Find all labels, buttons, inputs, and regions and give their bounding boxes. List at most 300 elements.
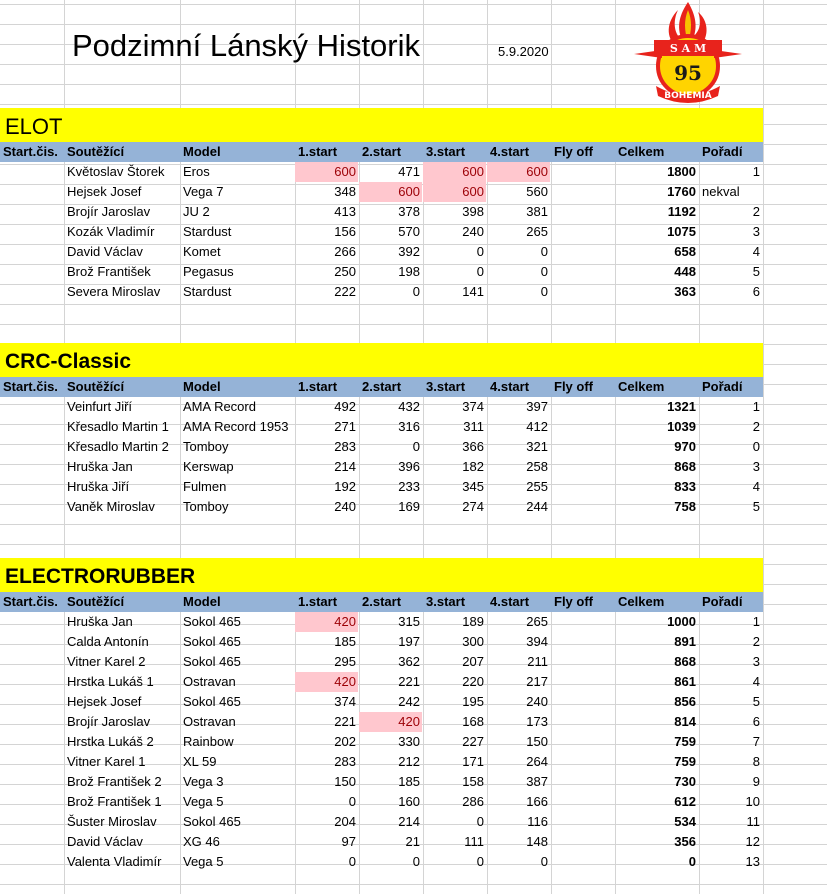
start-number-cell bbox=[3, 242, 63, 262]
place-cell: 5 bbox=[752, 694, 760, 709]
fly-off-cell bbox=[554, 692, 612, 712]
start-4-cell: 240 bbox=[526, 694, 548, 709]
start-1-cell: 150 bbox=[334, 774, 356, 789]
section-banner bbox=[0, 108, 763, 142]
start-4-cell: 387 bbox=[526, 774, 548, 789]
start-4-cell: 321 bbox=[526, 439, 548, 454]
total-cell: 970 bbox=[674, 439, 696, 454]
table-row bbox=[0, 612, 763, 632]
start-number-cell bbox=[3, 477, 63, 497]
start-1-cell: 202 bbox=[334, 734, 356, 749]
competitor-cell: Křesadlo Martin 2 bbox=[67, 439, 169, 454]
column-header: 1.start bbox=[298, 144, 338, 159]
start-1-cell: 271 bbox=[334, 419, 356, 434]
total-cell: 759 bbox=[674, 734, 696, 749]
section-banner bbox=[0, 343, 763, 377]
start-4-cell: 166 bbox=[526, 794, 548, 809]
start-2-cell: 160 bbox=[398, 794, 420, 809]
start-4-cell: 244 bbox=[526, 499, 548, 514]
start-4-cell: 394 bbox=[526, 634, 548, 649]
start-4-cell: 265 bbox=[526, 614, 548, 629]
place-cell: 3 bbox=[752, 459, 760, 474]
competitor-cell: Hejsek Josef bbox=[67, 694, 142, 709]
start-4-cell: 255 bbox=[526, 479, 548, 494]
start-2-cell: 221 bbox=[398, 674, 420, 689]
start-number-cell bbox=[3, 457, 63, 477]
start-1-cell: 492 bbox=[334, 399, 356, 414]
total-cell: 1760 bbox=[667, 184, 696, 199]
model-cell: Sokol 465 bbox=[183, 694, 241, 709]
total-cell: 1192 bbox=[667, 204, 696, 219]
start-number-cell bbox=[3, 182, 63, 202]
results-section bbox=[0, 558, 763, 872]
place-cell: 8 bbox=[752, 754, 760, 769]
model-cell: Vega 5 bbox=[183, 854, 224, 869]
section-title: CRC-Classic bbox=[5, 350, 132, 373]
start-3-cell: 274 bbox=[462, 499, 484, 514]
start-1-cell: 413 bbox=[334, 204, 356, 219]
start-1-cell: 222 bbox=[334, 284, 356, 299]
table-row bbox=[0, 792, 763, 812]
fly-off-cell bbox=[554, 672, 612, 692]
start-1-cell: 420 bbox=[295, 612, 358, 632]
model-cell: Sokol 465 bbox=[183, 614, 241, 629]
place-cell: 4 bbox=[752, 674, 760, 689]
competitor-cell: Hruška Jan bbox=[67, 614, 133, 629]
fly-off-cell bbox=[554, 772, 612, 792]
model-cell: Vega 5 bbox=[183, 794, 224, 809]
column-header: Fly off bbox=[554, 144, 593, 159]
table-row bbox=[0, 397, 763, 417]
start-number-cell bbox=[3, 497, 63, 517]
competitor-cell: Brož František 1 bbox=[67, 794, 162, 809]
competitor-cell: Severa Miroslav bbox=[67, 284, 161, 299]
table-row bbox=[0, 772, 763, 792]
table-row bbox=[0, 222, 763, 242]
start-1-cell: 600 bbox=[295, 162, 358, 182]
total-cell: 448 bbox=[674, 264, 696, 279]
start-2-cell: 198 bbox=[398, 264, 420, 279]
fly-off-cell bbox=[554, 477, 612, 497]
start-1-cell: 374 bbox=[334, 694, 356, 709]
competitor-cell: Brojír Jaroslav bbox=[67, 714, 151, 729]
column-header: Model bbox=[183, 379, 221, 394]
table-row bbox=[0, 752, 763, 772]
model-cell: Eros bbox=[183, 164, 210, 179]
model-cell: Vega 7 bbox=[183, 184, 224, 199]
start-1-cell: 204 bbox=[334, 814, 356, 829]
section-title: ELOT bbox=[5, 114, 63, 139]
model-cell: Fulmen bbox=[183, 479, 227, 494]
fly-off-cell bbox=[554, 652, 612, 672]
model-cell: Vega 3 bbox=[183, 774, 224, 789]
start-2-cell: 378 bbox=[398, 204, 420, 219]
model-cell: XL 59 bbox=[183, 754, 217, 769]
table-row bbox=[0, 692, 763, 712]
start-3-cell: 158 bbox=[462, 774, 484, 789]
place-cell: 6 bbox=[752, 714, 760, 729]
competitor-cell: David Václav bbox=[67, 834, 143, 849]
model-cell: Rainbow bbox=[183, 734, 234, 749]
place-cell: 2 bbox=[752, 419, 760, 434]
start-2-cell: 396 bbox=[398, 459, 420, 474]
place-cell: 11 bbox=[746, 814, 760, 829]
total-cell: 658 bbox=[674, 244, 696, 259]
total-cell: 891 bbox=[674, 634, 696, 649]
results-section bbox=[0, 343, 763, 517]
start-number-cell bbox=[3, 712, 63, 732]
competitor-cell: David Václav bbox=[67, 244, 143, 259]
start-4-cell: 560 bbox=[526, 184, 548, 199]
table-header-row bbox=[0, 592, 763, 612]
start-number-cell bbox=[3, 852, 63, 872]
start-number-cell bbox=[3, 262, 63, 282]
start-2-cell: 471 bbox=[398, 164, 420, 179]
model-cell: AMA Record 1953 bbox=[183, 419, 289, 434]
total-cell: 1321 bbox=[667, 399, 696, 414]
place-cell: 3 bbox=[752, 224, 760, 239]
start-3-cell: 600 bbox=[423, 182, 486, 202]
start-number-cell bbox=[3, 632, 63, 652]
start-1-cell: 240 bbox=[334, 499, 356, 514]
event-date: 5.9.2020 bbox=[498, 44, 549, 59]
table-row bbox=[0, 672, 763, 692]
start-1-cell: 0 bbox=[348, 854, 356, 869]
total-cell: 1075 bbox=[667, 224, 696, 239]
table-row bbox=[0, 182, 763, 202]
competitor-cell: Květoslav Štorek bbox=[67, 164, 165, 179]
total-cell: 534 bbox=[674, 814, 696, 829]
fly-off-cell bbox=[554, 792, 612, 812]
column-header: Pořadí bbox=[702, 379, 743, 394]
column-header: Celkem bbox=[618, 379, 665, 394]
column-header: Start.čis. bbox=[3, 144, 58, 159]
column-header: Model bbox=[183, 144, 221, 159]
table-row bbox=[0, 282, 763, 302]
table-row bbox=[0, 417, 763, 437]
column-header: Soutěžící bbox=[67, 144, 125, 159]
place-cell: 1 bbox=[752, 399, 760, 414]
table-row bbox=[0, 437, 763, 457]
fly-off-cell bbox=[554, 222, 612, 242]
fly-off-cell bbox=[554, 417, 612, 437]
table-row bbox=[0, 262, 763, 282]
table-row bbox=[0, 162, 763, 182]
start-1-cell: 283 bbox=[334, 754, 356, 769]
model-cell: Ostravan bbox=[183, 674, 236, 689]
start-4-cell: 258 bbox=[526, 459, 548, 474]
start-4-cell: 0 bbox=[540, 264, 548, 279]
table-row bbox=[0, 477, 763, 497]
table-row bbox=[0, 242, 763, 262]
start-4-cell: 381 bbox=[526, 204, 548, 219]
start-2-cell: 185 bbox=[398, 774, 420, 789]
start-2-cell: 0 bbox=[412, 854, 420, 869]
competitor-cell: Křesadlo Martin 1 bbox=[67, 419, 169, 434]
start-4-cell: 211 bbox=[527, 654, 548, 669]
start-4-cell: 116 bbox=[527, 814, 548, 829]
start-4-cell: 264 bbox=[526, 754, 548, 769]
start-2-cell: 242 bbox=[398, 694, 420, 709]
table-row bbox=[0, 812, 763, 832]
start-3-cell: 240 bbox=[462, 224, 484, 239]
start-1-cell: 283 bbox=[334, 439, 356, 454]
fly-off-cell bbox=[554, 262, 612, 282]
column-header: 4.start bbox=[490, 594, 530, 609]
start-number-cell bbox=[3, 792, 63, 812]
fly-off-cell bbox=[554, 242, 612, 262]
total-cell: 612 bbox=[674, 794, 696, 809]
start-3-cell: 345 bbox=[462, 479, 484, 494]
grid-column-line bbox=[763, 0, 764, 894]
table-header-row bbox=[0, 377, 763, 397]
start-2-cell: 0 bbox=[412, 284, 420, 299]
column-header: Start.čis. bbox=[3, 379, 58, 394]
start-number-cell bbox=[3, 732, 63, 752]
place-cell: nekval bbox=[702, 184, 740, 199]
start-number-cell bbox=[3, 652, 63, 672]
model-cell: AMA Record bbox=[183, 399, 256, 414]
logo-bottom-text: BOHEMIA bbox=[664, 91, 712, 101]
table-row bbox=[0, 497, 763, 517]
competitor-cell: Hejsek Josef bbox=[67, 184, 142, 199]
column-header: Pořadí bbox=[702, 594, 743, 609]
fly-off-cell bbox=[554, 282, 612, 302]
place-cell: 4 bbox=[752, 244, 760, 259]
competitor-cell: Vaněk Miroslav bbox=[67, 499, 155, 514]
competitor-cell: Veinfurt Jiří bbox=[67, 399, 133, 414]
start-1-cell: 250 bbox=[334, 264, 356, 279]
section-title: ELECTRORUBBER bbox=[5, 565, 196, 588]
model-cell: Stardust bbox=[183, 284, 232, 299]
start-1-cell: 221 bbox=[334, 714, 356, 729]
start-3-cell: 171 bbox=[462, 754, 484, 769]
place-cell: 3 bbox=[752, 654, 760, 669]
start-3-cell: 366 bbox=[462, 439, 484, 454]
start-1-cell: 348 bbox=[334, 184, 356, 199]
competitor-cell: Šuster Miroslav bbox=[67, 814, 157, 829]
model-cell: JU 2 bbox=[183, 204, 210, 219]
start-2-cell: 315 bbox=[398, 614, 420, 629]
total-cell: 861 bbox=[674, 674, 696, 689]
start-3-cell: 168 bbox=[462, 714, 484, 729]
start-1-cell: 214 bbox=[334, 459, 356, 474]
model-cell: XG 46 bbox=[183, 834, 220, 849]
grid-row-line bbox=[0, 324, 827, 325]
place-cell: 0 bbox=[752, 439, 760, 454]
table-row bbox=[0, 202, 763, 222]
column-header: 2.start bbox=[362, 594, 402, 609]
fly-off-cell bbox=[554, 457, 612, 477]
fly-off-cell bbox=[554, 832, 612, 852]
place-cell: 2 bbox=[752, 634, 760, 649]
start-1-cell: 97 bbox=[341, 834, 356, 849]
start-1-cell: 192 bbox=[334, 479, 356, 494]
grid-row-line bbox=[0, 544, 827, 545]
start-number-cell bbox=[3, 162, 63, 182]
start-3-cell: 189 bbox=[462, 614, 484, 629]
table-row bbox=[0, 852, 763, 872]
place-cell: 1 bbox=[752, 164, 760, 179]
place-cell: 10 bbox=[745, 794, 760, 809]
page-title: Podzimní Lánský Historik bbox=[72, 28, 421, 63]
start-2-cell: 570 bbox=[398, 224, 420, 239]
column-header: 3.start bbox=[426, 379, 466, 394]
section-banner bbox=[0, 558, 763, 592]
competitor-cell: Calda Antonín bbox=[67, 634, 149, 649]
competitor-cell: Vitner Karel 1 bbox=[67, 754, 146, 769]
start-1-cell: 420 bbox=[295, 672, 358, 692]
start-4-cell: 148 bbox=[526, 834, 548, 849]
total-cell: 0 bbox=[688, 854, 696, 869]
fly-off-cell bbox=[554, 497, 612, 517]
place-cell: 12 bbox=[745, 834, 760, 849]
start-4-cell: 412 bbox=[526, 419, 548, 434]
total-cell: 1000 bbox=[667, 614, 696, 629]
fly-off-cell bbox=[554, 437, 612, 457]
competitor-cell: Vitner Karel 2 bbox=[67, 654, 146, 669]
start-number-cell bbox=[3, 612, 63, 632]
competitor-cell: Hruška Jiří bbox=[67, 479, 130, 494]
start-number-cell bbox=[3, 772, 63, 792]
column-header: Start.čis. bbox=[3, 594, 58, 609]
start-3-cell: 195 bbox=[462, 694, 484, 709]
total-cell: 814 bbox=[674, 714, 696, 729]
start-2-cell: 233 bbox=[398, 479, 420, 494]
start-3-cell: 0 bbox=[476, 244, 484, 259]
column-header: Fly off bbox=[554, 379, 593, 394]
start-number-cell bbox=[3, 812, 63, 832]
model-cell: Tomboy bbox=[183, 499, 229, 514]
start-number-cell bbox=[3, 672, 63, 692]
fly-off-cell bbox=[554, 182, 612, 202]
competitor-cell: Brojír Jaroslav bbox=[67, 204, 151, 219]
results-section bbox=[0, 108, 763, 302]
start-1-cell: 266 bbox=[334, 244, 356, 259]
start-number-cell bbox=[3, 397, 63, 417]
start-2-cell: 169 bbox=[398, 499, 420, 514]
start-3-cell: 0 bbox=[476, 814, 484, 829]
start-number-cell bbox=[3, 202, 63, 222]
start-3-cell: 311 bbox=[463, 419, 484, 434]
start-3-cell: 374 bbox=[462, 399, 484, 414]
start-2-cell: 362 bbox=[398, 654, 420, 669]
start-2-cell: 330 bbox=[398, 734, 420, 749]
model-cell: Tomboy bbox=[183, 439, 229, 454]
total-cell: 356 bbox=[674, 834, 696, 849]
table-header-row bbox=[0, 142, 763, 162]
start-number-cell bbox=[3, 282, 63, 302]
start-4-cell: 265 bbox=[526, 224, 548, 239]
column-header: 2.start bbox=[362, 144, 402, 159]
start-1-cell: 156 bbox=[334, 224, 356, 239]
place-cell: 1 bbox=[752, 614, 760, 629]
place-cell: 13 bbox=[745, 854, 760, 869]
table-row bbox=[0, 732, 763, 752]
total-cell: 868 bbox=[674, 654, 696, 669]
start-number-cell bbox=[3, 832, 63, 852]
start-3-cell: 300 bbox=[462, 634, 484, 649]
model-cell: Sokol 465 bbox=[183, 814, 241, 829]
place-cell: 5 bbox=[752, 499, 760, 514]
model-cell: Pegasus bbox=[183, 264, 234, 279]
place-cell: 2 bbox=[752, 204, 760, 219]
start-number-cell bbox=[3, 417, 63, 437]
fly-off-cell bbox=[554, 732, 612, 752]
grid-row-line bbox=[0, 304, 827, 305]
start-number-cell bbox=[3, 692, 63, 712]
column-header: Soutěžící bbox=[67, 379, 125, 394]
fly-off-cell bbox=[554, 202, 612, 222]
start-number-cell bbox=[3, 752, 63, 772]
competitor-cell: Hruška Jan bbox=[67, 459, 133, 474]
total-cell: 363 bbox=[674, 284, 696, 299]
start-2-cell: 197 bbox=[398, 634, 420, 649]
total-cell: 868 bbox=[674, 459, 696, 474]
start-4-cell: 397 bbox=[526, 399, 548, 414]
competitor-cell: Brož František bbox=[67, 264, 151, 279]
place-cell: 6 bbox=[752, 284, 760, 299]
start-2-cell: 0 bbox=[412, 439, 420, 454]
start-4-cell: 600 bbox=[487, 162, 550, 182]
start-4-cell: 0 bbox=[540, 854, 548, 869]
start-3-cell: 141 bbox=[462, 284, 484, 299]
competitor-cell: Kozák Vladimír bbox=[67, 224, 155, 239]
fly-off-cell bbox=[554, 612, 612, 632]
total-cell: 759 bbox=[674, 754, 696, 769]
fly-off-cell bbox=[554, 712, 612, 732]
place-cell: 4 bbox=[752, 479, 760, 494]
table-row bbox=[0, 712, 763, 732]
start-3-cell: 207 bbox=[462, 654, 484, 669]
fly-off-cell bbox=[554, 752, 612, 772]
place-cell: 7 bbox=[752, 734, 760, 749]
model-cell: Sokol 465 bbox=[183, 634, 241, 649]
column-header: 4.start bbox=[490, 144, 530, 159]
start-4-cell: 150 bbox=[526, 734, 548, 749]
start-3-cell: 182 bbox=[462, 459, 484, 474]
model-cell: Stardust bbox=[183, 224, 232, 239]
fly-off-cell bbox=[554, 852, 612, 872]
total-cell: 758 bbox=[674, 499, 696, 514]
model-cell: Kerswap bbox=[183, 459, 234, 474]
column-header: Model bbox=[183, 594, 221, 609]
start-3-cell: 286 bbox=[462, 794, 484, 809]
place-cell: 5 bbox=[752, 264, 760, 279]
start-3-cell: 111 bbox=[464, 834, 484, 849]
start-number-cell bbox=[3, 222, 63, 242]
column-header: 3.start bbox=[426, 594, 466, 609]
column-header: Soutěžící bbox=[67, 594, 125, 609]
grid-row-line bbox=[0, 524, 827, 525]
place-cell: 9 bbox=[752, 774, 760, 789]
competitor-cell: Hrstka Lukáš 1 bbox=[67, 674, 154, 689]
column-header: Fly off bbox=[554, 594, 593, 609]
sam-95-bohemia-logo bbox=[632, 0, 744, 104]
total-cell: 856 bbox=[674, 694, 696, 709]
start-4-cell: 173 bbox=[526, 714, 548, 729]
fly-off-cell bbox=[554, 812, 612, 832]
start-3-cell: 0 bbox=[476, 854, 484, 869]
start-3-cell: 398 bbox=[462, 204, 484, 219]
model-cell: Ostravan bbox=[183, 714, 236, 729]
grid-row-line bbox=[0, 884, 827, 885]
start-2-cell: 212 bbox=[398, 754, 420, 769]
start-1-cell: 0 bbox=[348, 794, 356, 809]
grid-row-line bbox=[0, 104, 827, 105]
fly-off-cell bbox=[554, 397, 612, 417]
logo-top-text: S A M bbox=[669, 42, 707, 55]
